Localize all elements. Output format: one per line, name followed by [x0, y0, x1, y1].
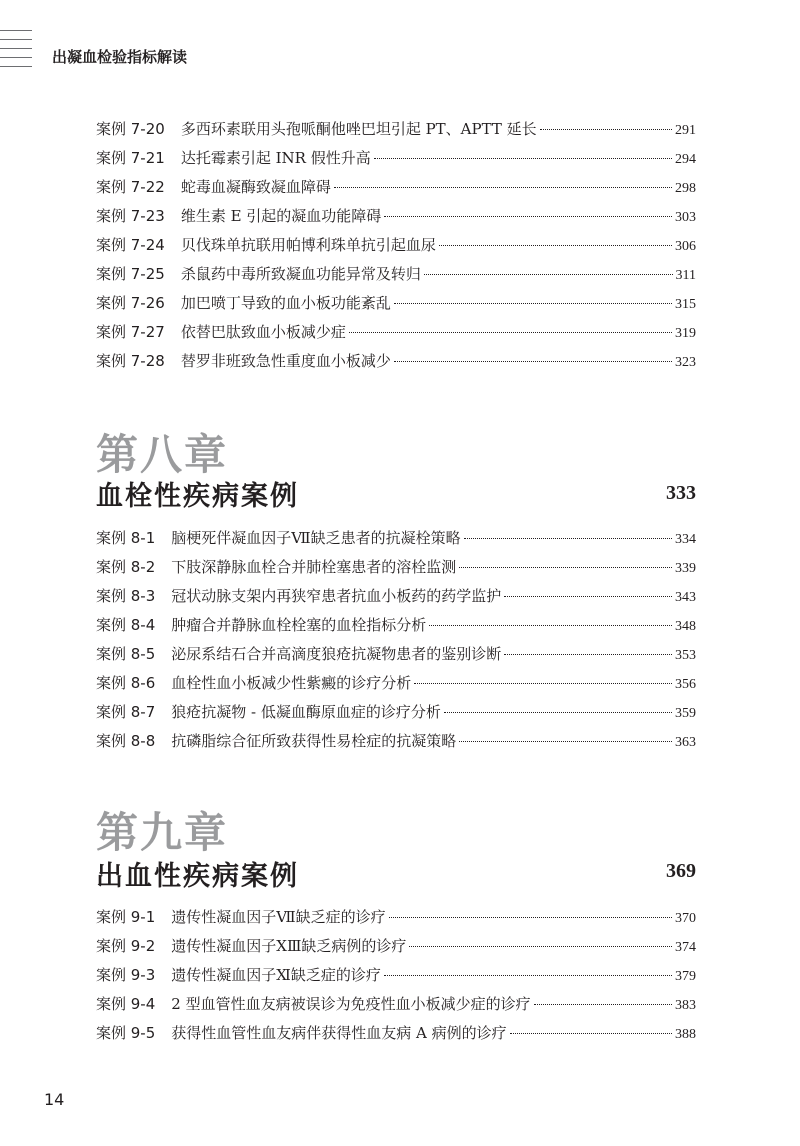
dot-leader	[504, 654, 672, 655]
toc-entry[interactable]	[96, 292, 696, 321]
case-page: 353	[675, 648, 696, 663]
toc-entry[interactable]	[96, 730, 696, 759]
case-page: 343	[675, 590, 696, 605]
chapter-9-page: 369	[666, 860, 696, 882]
case-page: 370	[675, 911, 696, 926]
case-page: 319	[675, 326, 696, 341]
case-title: 肿瘤合并静脉血栓栓塞的血栓指标分析	[171, 616, 427, 634]
case-label: 案例 7-27	[96, 323, 165, 341]
case-title: 遗传性凝血因子ⅩⅢ缺乏病例的诊疗	[171, 937, 407, 955]
case-page: 348	[675, 619, 696, 634]
case-label: 案例 7-20	[96, 120, 165, 138]
chapter-9-title[interactable]: 出血性疾病案例	[96, 861, 299, 892]
case-label: 案例 7-24	[96, 236, 165, 254]
case-page: 315	[675, 297, 696, 312]
case-label: 案例 9-1	[96, 908, 156, 926]
toc-entry[interactable]	[96, 176, 696, 205]
dot-leader	[439, 245, 672, 246]
dot-leader	[504, 596, 672, 597]
case-title: 达托霉素引起 INR 假性升高	[180, 149, 371, 167]
case-title: 维生素 E 引起的凝血功能障碍	[180, 207, 382, 225]
toc-entry[interactable]	[96, 614, 696, 643]
case-title: 遗传性凝血因子Ⅶ缺乏症的诊疗	[171, 908, 386, 926]
toc-entry[interactable]	[96, 1022, 696, 1051]
toc-list-chapter-9	[96, 906, 696, 1051]
case-label: 案例 9-4	[96, 995, 156, 1013]
toc-entry[interactable]	[96, 556, 696, 585]
case-page: 294	[675, 152, 696, 167]
case-title: 替罗非班致急性重度血小板减少	[180, 352, 391, 370]
case-title: 下肢深静脉血栓合并肺栓塞患者的溶栓监测	[171, 558, 457, 576]
toc-entry[interactable]	[96, 147, 696, 176]
case-label: 案例 8-2	[96, 558, 156, 576]
toc-entry[interactable]	[96, 350, 696, 379]
case-page: 298	[675, 181, 696, 196]
case-title: 获得性血管性血友病伴获得性血友病 A 病例的诊疗	[171, 1024, 507, 1042]
case-title: 泌尿系结石合并高滴度狼疮抗凝物患者的鉴别诊断	[171, 645, 502, 663]
case-label: 案例 8-8	[96, 732, 156, 750]
toc-entry[interactable]	[96, 321, 696, 350]
case-label: 案例 8-6	[96, 674, 156, 692]
dot-leader	[444, 712, 672, 713]
case-label: 案例 7-22	[96, 178, 165, 196]
dot-leader	[394, 361, 672, 362]
dot-leader	[349, 332, 672, 333]
dot-leader	[394, 303, 672, 304]
case-label: 案例 8-4	[96, 616, 156, 634]
case-page: 383	[675, 998, 696, 1013]
toc-entry[interactable]	[96, 118, 696, 147]
header-rule-lines	[0, 30, 32, 75]
case-title: 加巴喷丁导致的血小板功能紊乱	[180, 294, 391, 312]
running-title: 出凝血检验指标解读	[52, 48, 188, 66]
case-title: 抗磷脂综合征所致获得性易栓症的抗凝策略	[171, 732, 457, 750]
toc-entry[interactable]	[96, 263, 696, 292]
case-page: 323	[675, 355, 696, 370]
case-label: 案例 8-1	[96, 529, 156, 547]
case-label: 案例 7-28	[96, 352, 165, 370]
case-title: 脑梗死伴凝血因子Ⅶ缺乏患者的抗凝栓策略	[171, 529, 461, 547]
toc-entry[interactable]	[96, 906, 696, 935]
dot-leader	[459, 567, 672, 568]
case-label: 案例 8-5	[96, 645, 156, 663]
dot-leader	[429, 625, 672, 626]
dot-leader	[374, 158, 672, 159]
case-label: 案例 7-21	[96, 149, 165, 167]
dot-leader	[384, 975, 672, 976]
case-title: 冠状动脉支架内再狭窄患者抗血小板药的药学监护	[171, 587, 502, 605]
case-label: 案例 8-3	[96, 587, 156, 605]
case-page: 311	[675, 268, 696, 283]
case-title: 血栓性血小板减少性紫癜的诊疗分析	[171, 674, 412, 692]
toc-entry[interactable]	[96, 234, 696, 263]
dot-leader	[510, 1033, 672, 1034]
dot-leader	[414, 683, 672, 684]
case-page: 374	[675, 940, 696, 955]
toc-list-chapter-8	[96, 527, 696, 759]
dot-leader	[534, 1004, 672, 1005]
dot-leader	[384, 216, 672, 217]
case-page: 303	[675, 210, 696, 225]
toc-entry[interactable]	[96, 964, 696, 993]
case-title: 杀鼠药中毒所致凝血功能异常及转归	[180, 265, 421, 283]
case-page: 334	[675, 532, 696, 547]
case-page: 306	[675, 239, 696, 254]
case-label: 案例 7-23	[96, 207, 165, 225]
case-title: 狼疮抗凝物 - 低凝血酶原血症的诊疗分析	[171, 703, 441, 721]
case-title: 2 型血管性血友病被误诊为免疫性血小板减少症的诊疗	[171, 995, 531, 1013]
case-label: 案例 8-7	[96, 703, 156, 721]
toc-entry[interactable]	[96, 643, 696, 672]
case-label: 案例 7-26	[96, 294, 165, 312]
case-label: 案例 7-25	[96, 265, 165, 283]
dot-leader	[540, 129, 672, 130]
toc-entry[interactable]	[96, 527, 696, 556]
toc-entry[interactable]	[96, 701, 696, 730]
toc-list-chapter-7	[96, 118, 696, 379]
chapter-8-title[interactable]: 血栓性疾病案例	[96, 481, 299, 512]
case-title: 遗传性凝血因子Ⅺ缺乏症的诊疗	[171, 966, 381, 984]
dot-leader	[389, 917, 672, 918]
case-page: 359	[675, 706, 696, 721]
case-page: 339	[675, 561, 696, 576]
toc-entry[interactable]	[96, 672, 696, 701]
case-title: 多西环素联用头孢哌酮他唑巴坦引起 PT、APTT 延长	[180, 120, 537, 138]
toc-entry[interactable]	[96, 205, 696, 234]
dot-leader	[409, 946, 672, 947]
case-page: 379	[675, 969, 696, 984]
case-label: 案例 9-5	[96, 1024, 156, 1042]
chapter-8-number: 第八章	[96, 430, 229, 479]
case-page: 356	[675, 677, 696, 692]
case-label: 案例 9-2	[96, 937, 156, 955]
case-page: 363	[675, 735, 696, 750]
case-label: 案例 9-3	[96, 966, 156, 984]
dot-leader	[464, 538, 672, 539]
toc-entry[interactable]	[96, 993, 696, 1022]
chapter-9-number: 第九章	[96, 808, 229, 857]
dot-leader	[334, 187, 672, 188]
case-title: 依替巴肽致血小板减少症	[180, 323, 346, 341]
case-page: 388	[675, 1027, 696, 1042]
chapter-8-page: 333	[666, 482, 696, 504]
page-number: 14	[44, 1090, 65, 1109]
case-title: 贝伐珠单抗联用帕博利珠单抗引起血尿	[180, 236, 436, 254]
toc-entry[interactable]	[96, 935, 696, 964]
dot-leader	[424, 274, 673, 275]
case-page: 291	[675, 123, 696, 138]
toc-entry[interactable]	[96, 585, 696, 614]
dot-leader	[459, 741, 672, 742]
case-title: 蛇毒血凝酶致凝血障碍	[180, 178, 331, 196]
